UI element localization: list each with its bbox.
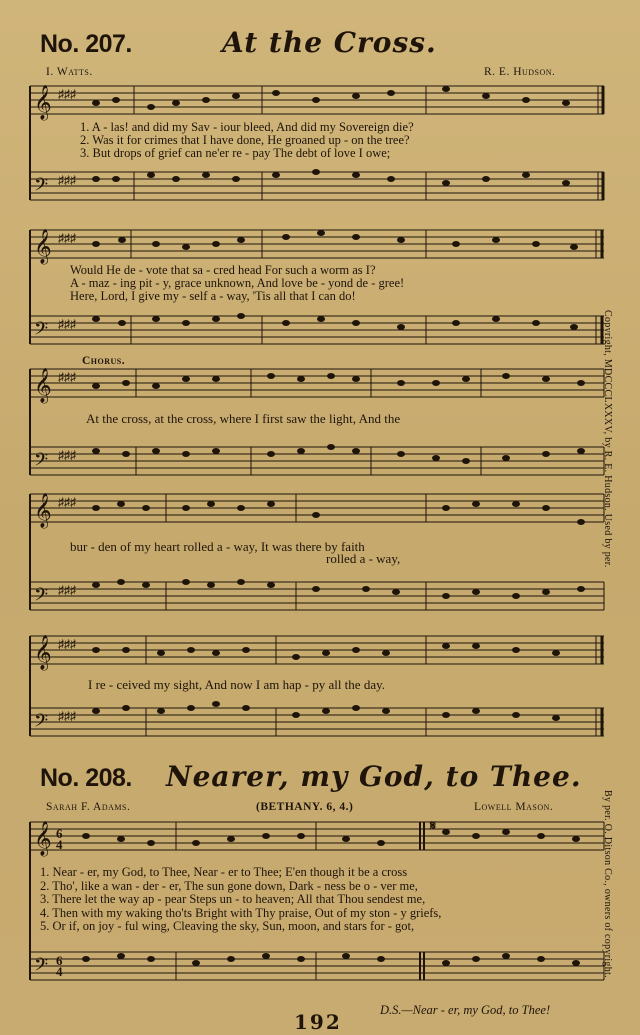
- verse-lines-2: [70, 264, 404, 303]
- hymn-title: At the Cross.: [222, 26, 437, 59]
- verse-line: Here, Lord, I give my - self a - way, 'Tis all that I can do!: [70, 289, 356, 303]
- music-system-4: [26, 488, 606, 624]
- verse-block: [40, 866, 441, 934]
- music-system-3: [26, 363, 606, 491]
- svg-text:𝄞: 𝄞: [34, 86, 52, 119]
- svg-text:♯♯♯: ♯♯♯: [58, 317, 76, 331]
- copyright-note: Copyright, MDCCCLXXXV, by R. E. Hudson. Used by per.: [602, 310, 613, 568]
- composer-credit: Lowell Mason.: [474, 801, 554, 813]
- chorus-line-2: bur - den of my heart rolled a - way, It was there by faith: [70, 539, 365, 554]
- svg-text:𝄞: 𝄞: [34, 494, 52, 527]
- svg-text:♯♯♯: ♯♯♯: [58, 173, 76, 187]
- hymn-title: Nearer, my God, to Thee.: [166, 760, 582, 793]
- composer-credit: R. E. Hudson.: [484, 66, 556, 78]
- svg-text:𝄞: 𝄞: [34, 636, 52, 669]
- verse-line: 3. There let the way ap - pear Steps un - to heaven; All that Thou sendest me,: [40, 892, 426, 906]
- hymn-number: No. 208.: [40, 764, 132, 792]
- chorus-label: Chorus.: [82, 355, 126, 367]
- svg-text:𝄢: 𝄢: [34, 318, 49, 343]
- svg-text:𝄞: 𝄞: [34, 822, 52, 855]
- svg-text:6: 6: [56, 953, 63, 968]
- svg-text:♯♯♯: ♯♯♯: [58, 231, 76, 245]
- svg-text:♯♯♯: ♯♯♯: [58, 87, 76, 101]
- verse-line: 2. Was it for crimes that I have done, He groaned up - on the tree?: [80, 133, 410, 147]
- verse-lines-1: [80, 121, 414, 160]
- tune-name: (BETHANY. 6, 4.): [256, 801, 354, 813]
- verse-line: 1. A - las! and did my Sav - iour bleed, And did my Sovereign die?: [80, 120, 414, 134]
- svg-text:𝄞: 𝄞: [34, 369, 52, 402]
- verse-line: 5. Or if, on joy - ful wing, Cleaving the sky, Sun, moon, and stars for - got,: [40, 919, 415, 933]
- dal-segno-line: D.S.—Near - er, my God, to Thee!: [380, 1003, 551, 1017]
- svg-text:𝄢: 𝄢: [34, 710, 49, 735]
- verse-line: 3. But drops of grief can ne'er re - pay The debt of love I owe;: [80, 146, 391, 160]
- chorus-line-2-alt: rolled a - way,: [326, 551, 401, 566]
- svg-text:♯♯♯: ♯♯♯: [58, 370, 76, 384]
- verse-line: 2. Tho', like a wan - der - er, The sun gone down, Dark - ness be o - ver me,: [40, 878, 418, 893]
- svg-text:𝄢: 𝄢: [34, 954, 49, 979]
- author-credit: Sarah F. Adams.: [46, 801, 131, 813]
- svg-text:𝄢: 𝄢: [34, 449, 49, 474]
- chorus-line-3: I re - ceived my sight, And now I am hap - py all the day.: [88, 677, 385, 692]
- svg-text:4: 4: [56, 837, 63, 852]
- verse-line: 4. Then with my waking tho'ts Bright with Thy praise, Out of my ston - y griefs,: [40, 905, 442, 920]
- verse-line: 1. Near - er, my God, to Thee, Near - er to Thee; E'en though it be a cross: [40, 865, 408, 879]
- hymn-number: No. 207.: [40, 30, 132, 58]
- svg-text:♯♯♯: ♯♯♯: [58, 709, 76, 723]
- svg-text:𝄋: 𝄋: [430, 819, 437, 834]
- svg-text:6: 6: [56, 826, 63, 841]
- author-credit: I. Watts.: [46, 66, 93, 78]
- svg-text:♯♯♯: ♯♯♯: [58, 448, 76, 462]
- chorus-line-1: At the cross, at the cross, where I first saw the light, And the: [86, 411, 401, 426]
- page-number: 192: [294, 1010, 342, 1034]
- copyright-note: By per. O. Ditson Co., owners of copyright.: [602, 790, 613, 978]
- svg-text:♯♯♯: ♯♯♯: [58, 637, 76, 651]
- svg-text:𝄞: 𝄞: [34, 230, 52, 263]
- svg-text:𝄢: 𝄢: [34, 584, 49, 609]
- verse-line: A - maz - ing pit - y, grace unknown, And love be - yond de - gree!: [70, 276, 405, 290]
- svg-text:♯♯♯: ♯♯♯: [58, 583, 76, 597]
- svg-text:4: 4: [56, 964, 63, 979]
- svg-text:𝄢: 𝄢: [34, 174, 49, 199]
- svg-text:♯♯♯: ♯♯♯: [58, 495, 76, 509]
- verse-line: Would He de - vote that sa - cred head For such a worm as I?: [70, 263, 376, 277]
